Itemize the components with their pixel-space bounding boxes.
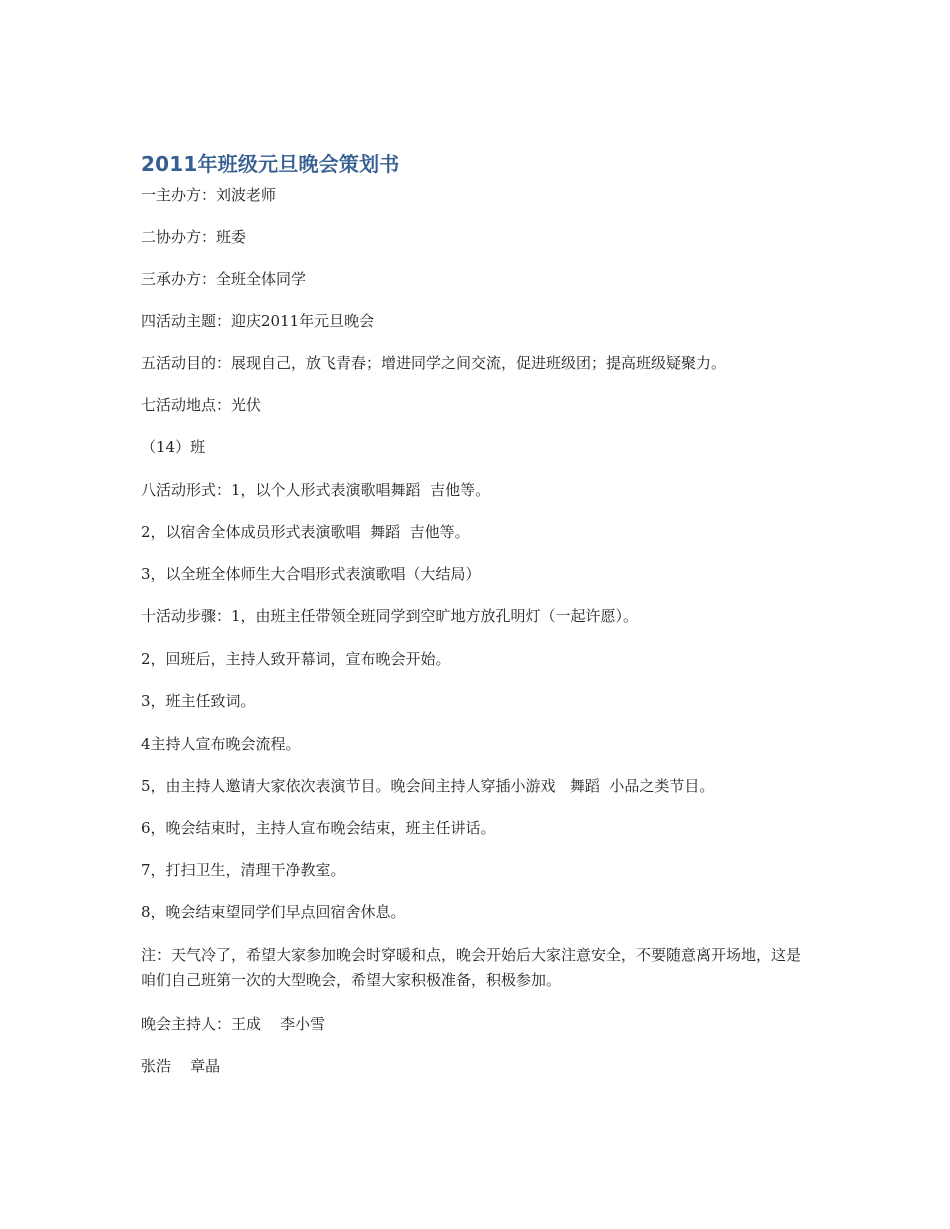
paragraph-theme: 四活动主题：迎庆2011年元旦晚会 bbox=[141, 312, 375, 330]
paragraph-step-5: 5，由主持人邀请大家依次表演节目。晚会间主持人穿插小游戏 舞蹈 小品之类节目。 bbox=[141, 777, 715, 795]
paragraph-hosts: 晚会主持人：王成 李小雪 bbox=[141, 1015, 326, 1033]
paragraph-step-7: 7，打扫卫生，清理干净教室。 bbox=[141, 861, 346, 879]
paragraph-step-1: 十活动步骤：1，由班主任带领全班同学到空旷地方放孔明灯（一起许愿）。 bbox=[141, 607, 639, 625]
paragraph-step-6: 6，晚会结束时，主持人宣布晚会结束，班主任讲话。 bbox=[141, 819, 496, 837]
paragraph-step-3: 3，班主任致词。 bbox=[141, 692, 256, 710]
paragraph-form-1: 八活动形式：1，以个人形式表演歌唱舞蹈 吉他等。 bbox=[141, 481, 491, 499]
paragraph-step-8: 8，晚会结束望同学们早点回宿舍休息。 bbox=[141, 903, 406, 921]
paragraph-step-2: 2，回班后，主持人致开幕词，宣布晚会开始。 bbox=[141, 650, 451, 668]
paragraph-purpose: 五活动目的：展现自己，放飞青春；增进同学之间交流，促进班级团；提高班级疑聚力。 bbox=[141, 354, 727, 372]
paragraph-hosts-2: 张浩 章晶 bbox=[141, 1057, 221, 1075]
paragraph-host: 一主办方：刘波老师 bbox=[141, 186, 277, 204]
paragraph-form-2: 2，以宿舍全体成员形式表演歌唱 舞蹈 吉他等。 bbox=[141, 523, 470, 541]
paragraph-form-3: 3，以全班全体师生大合唱形式表演歌唱（大结局） bbox=[141, 565, 481, 583]
paragraph-co-organizer: 二协办方：班委 bbox=[141, 228, 247, 246]
paragraph-step-4: 4主持人宣布晚会流程。 bbox=[141, 735, 301, 753]
paragraph-location: 七活动地点：光伏 bbox=[141, 396, 262, 414]
paragraph-note: 注：天气冷了，希望大家参加晚会时穿暖和点，晚会开始后大家注意安全，不要随意离开场地，这是咱们自己班第一次的大型晚会，希望大家积极准备，积极参加。 bbox=[141, 946, 802, 989]
paragraph-class: （14）班 bbox=[141, 438, 206, 456]
paragraph-undertaker: 三承办方：全班全体同学 bbox=[141, 270, 307, 288]
document-title: 2011年班级元旦晚会策划书 bbox=[141, 152, 400, 176]
